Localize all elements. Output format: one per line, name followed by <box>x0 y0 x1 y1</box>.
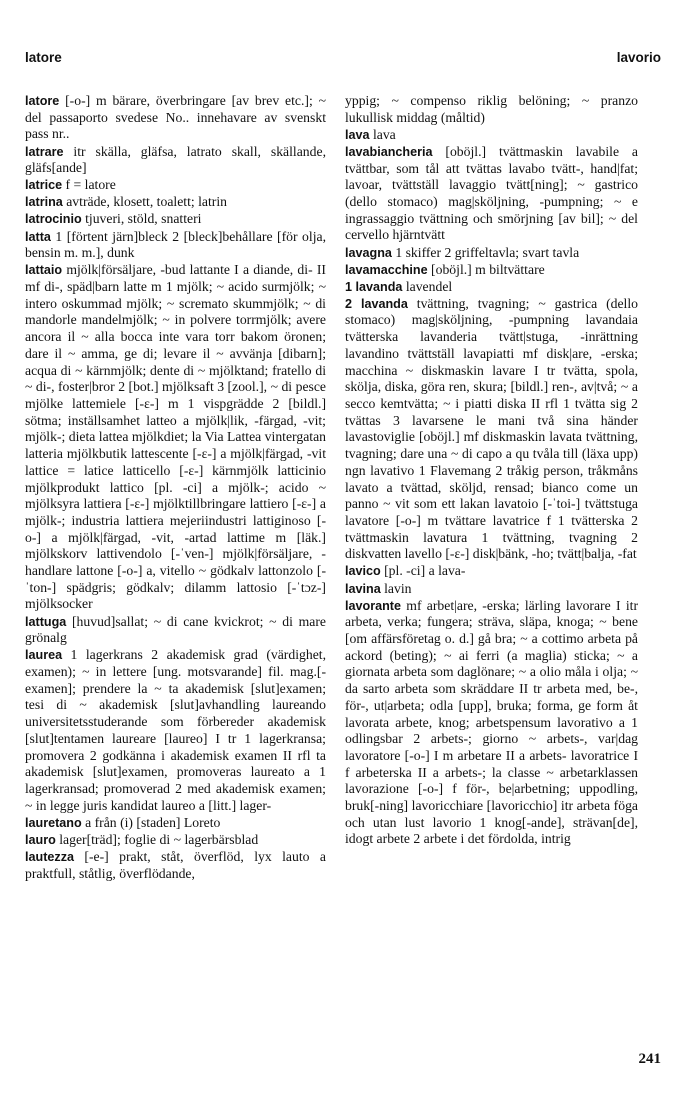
entry-headword: lauretano <box>25 815 82 830</box>
entry-headword: lava <box>345 127 370 142</box>
entry-definition: yppig; ~ compenso riklig belöning; ~ pranzo lukullisk middag (måltid) <box>345 93 638 125</box>
entry-headword: 2 lavanda <box>345 296 408 311</box>
dictionary-entry <box>25 614 326 647</box>
left-guideword: latore <box>25 50 62 65</box>
dictionary-entry <box>25 849 326 882</box>
dictionary-entry <box>25 815 326 832</box>
entry-definition: tjuveri, stöld, snatteri <box>81 211 202 227</box>
dictionary-entry <box>345 279 638 296</box>
entry-definition: [oböjl.] tvättmaskin lavabile a tvättbar, som tål att tvättas lavabo tvätt-, hand|fat; lavoar, tvättställ lavaggio tvätt[ning]; ~ gastrico (dello stomaco) mag|sköljning, -pumpning; ~ e ingrassaggio tvättning och smörjning [av bil]; ~ del cervello hjärntvätt <box>345 143 638 243</box>
entry-headword: lavorante <box>345 598 401 613</box>
dictionary-entry <box>25 144 326 177</box>
entry-headword: latrice <box>25 178 63 193</box>
dictionary-entry <box>25 211 326 228</box>
entry-definition: lavendel <box>402 278 453 294</box>
entry-headword: latore <box>25 94 60 108</box>
entry-headword: laurea <box>25 648 63 663</box>
dictionary-entry <box>25 177 326 194</box>
dictionary-entry <box>25 647 326 814</box>
entry-definition: [huvud]sallat; ~ di cane kvickrot; ~ di mare grönalg <box>25 613 326 646</box>
entry-headword: latrocinio <box>25 212 82 227</box>
entry-headword: lautezza <box>25 849 74 864</box>
entry-headword: lavina <box>345 581 381 596</box>
entry-definition: mjölk|försäljare, -bud lattante I a diande, di- II mf di-, späd|barn latte m 1 mjölk; ~ acido surmjölk; ~ intero oskummad mjölk; ~ scremato skummjölk; ~ di mandorle mandelmjölk; ~ in polvere torrmjölk; avere ancora il ~ alla bocca inte vara torr bakom öronen; dare il ~ amma, ge di; levare il ~ avvänja [dibarn]; acqua di ~ kärnmjölk; dente di ~ mjölktand; fratello di ~ di-, foster|bror 2 [bot.] mjölksaft 3 [zool.], ~ di pesce mjölke lattemiele [-ɛ-] m 1 vispgrädde 2 [bildl.] sötma; inställsamhet latteo a mjölk|lik, -färgad, -vit; mjölk-; dieta lattea mjölkdiet; la Via Lattea vintergatan latteria mjölkbutik lattescente [-ɛ-] a mjölk|färgad, -vit lattice = latice latticello [-ɛ-] kärnmjölk latticinio mjölkprodukt lattico [pl. -ci] a mjölk-; acido ~ mjölksyra lattiera [-ɛ-] mjölktillbringare lattiero [-ɛ-] a mjölk-; industria lattiera mejeriindustri lattiginoso [-o-] a mjölk|färgad, -vit, -artad lattime m [läk.] mjölkskorv lattivendolo [-ˈven-] mjölk|försäljare, -handlare lattone [-o-] a, vitello ~ gödkalv lattonzolo [-ˈton-] spädgris; gödkalv; dilamm lattosio [-ˈtɔz-] mjölksocker <box>25 262 326 612</box>
entry-headword: lattaio <box>25 263 63 278</box>
entry-definition: 1 [förtent järn]bleck 2 [bleck]behållare [för olja, bensin m. m.], dunk <box>25 228 326 261</box>
entry-definition: avträde, klosett, toalett; latrin <box>62 194 227 210</box>
entry-headword: lavabiancheria <box>345 144 433 159</box>
entry-headword: latrare <box>25 144 64 159</box>
entry-definition: lava <box>369 126 396 142</box>
entry-headword: lavamacchine <box>345 262 428 277</box>
dictionary-entry <box>345 598 638 849</box>
dictionary-entry <box>345 245 638 262</box>
dictionary-entry <box>345 144 638 244</box>
entry-headword: lauro <box>25 832 56 847</box>
dictionary-entry <box>345 127 638 144</box>
entry-headword: latta <box>25 229 51 244</box>
entry-headword: 1 lavanda <box>345 279 403 294</box>
entry-headword: lattuga <box>25 614 67 629</box>
entry-definition: f = latore <box>62 177 116 193</box>
dictionary-entry <box>25 832 326 849</box>
dictionary-entry <box>25 262 326 613</box>
left-column <box>25 93 326 883</box>
entry-definition: 1 skiffer 2 griffeltavla; svart tavla <box>391 244 580 260</box>
right-column <box>345 93 638 849</box>
entry-definition: [oböjl.] m biltvättare <box>427 261 545 277</box>
dictionary-entry <box>345 581 638 598</box>
entry-definition: [pl. -ci] a lava- <box>380 563 466 579</box>
dictionary-entry <box>345 262 638 279</box>
entry-definition: mf arbet|are, -erska; lärling lavorare I itr arbeta, verka; fungera; sträva, släpa, knoga; ~ bene [om affärsföretag o. d.] gå bra; ~ a cottimo arbeta på ackord (beting); ~ ai ferri (a maglia) sticka; ~ a giornata arbeta som daglönare; ~ a olio måla i olja; ~ da sarto arbeta som skräddare II tr arbeta med, be-, för-, ut|arbeta; odla [upp], bruka; forma, ge form åt lavorata arbete, knog; arbetspensum lavorativo a 1 odlingsbar 2 arbets-; giorno ~ arbets-, var|dag lavoratore [-o-] I m arbetare II a arbets- lavoratrice I f arbeterska II a arbets-; la classe ~ arbetarklassen lavorazione [-o-] f för-, be|arbetning; uppodling, bruk[-ning] lavoricchiare [lavoricchio] itr arbeta föga och utan lust lavorio 1 knog[-ande], strävan[de], idogt arbete 2 arbete i det fördolda, intrig <box>345 597 638 847</box>
page-number: 241 <box>638 1051 661 1067</box>
dictionary-entry <box>25 93 326 143</box>
dictionary-entry <box>25 194 326 211</box>
entry-headword: lavico <box>345 564 381 579</box>
dictionary-entry <box>345 563 638 580</box>
entry-definition: 1 lagerkrans 2 akademisk grad (värdighet, examen); ~ in lettere [ung. motsvarande] fil. mag.[-examen]; prendere la ~ ta akademisk [slut]examen; tesi di ~ akademisk [slut]avhandling laureando universitetsstuderande som förbereder akademisk [slut]tentamen laureare [laureo] I tr 1 lagerkransa; promovera 2 godkänna i akademisk examen II rfl ta akademisk [slut]examen, promoveras laureato a 1 lagerkransad; promoverad 2 med akademisk examen; ~ in legge juris kandidat laureo a [litt.] lager- <box>25 647 326 813</box>
entry-headword: lavagna <box>345 245 392 260</box>
entry-definition: a från (i) [staden] Loreto <box>81 814 221 830</box>
entry-definition: lavin <box>380 580 412 596</box>
entry-definition: lager[träd]; foglie di ~ lagerbärsblad <box>55 831 259 847</box>
dictionary-entry <box>25 229 326 262</box>
right-guideword: lavorio <box>616 50 661 65</box>
entry-definition: tvättning, tvagning; ~ gastrica (dello stomaco) mag|sköljning, -pumpning lavandaia tvätterska lavanderia tvätt|stuga, -inrättning lavandino tvättställ lavapiatti mf disk|are, -erska; macchina ~ diskmaskin lavare I tr tvätta, spola, skölja, diska, göra ren, skura; [bildl.] ren-, av|två; ~ a secco kemtvätta; ~ i piatti diska II rfl 1 tvätta sig 2 tvättas 3 lavarsene le mani två sina händer lavastoviglie [oböjl.] mf diskmaskin lavata tvättning, tvagning; dare una ~ di capo a qu tvåla till (läxa upp) ngn lavativo 1 Flavemang 2 tråkig person, tråkmåns lavato a tvättad, sköljd, rensad; bianco come un panno ~ vit som ett lakan lavatoio [-ˈtoi-] tvättstuga lavatore [-o-] m tvättare lavatrice f 1 tvätterska 2 tvättmaskin lavatura 1 tvättning, tvagning 2 diskvatten lavello [-ɛ-] disk|bänk, -ho; tvätt|balja, -fat <box>345 295 638 562</box>
dictionary-entry <box>345 296 638 563</box>
dictionary-entry <box>345 93 638 126</box>
entry-definition: itr skälla, gläfsa, latrato skall, skällande, gläfs[ande] <box>25 143 326 176</box>
entry-headword: latrina <box>25 195 63 210</box>
entry-definition: [-e-] prakt, ståt, överflöd, lyx lauto a praktfull, ståtlig, överflödande, <box>25 848 326 881</box>
entry-definition: [-o-] m bärare, överbringare [av brev etc.]; ~ del passaporto svedese No.. innehavare av svenskt pass nr.. <box>25 93 326 142</box>
